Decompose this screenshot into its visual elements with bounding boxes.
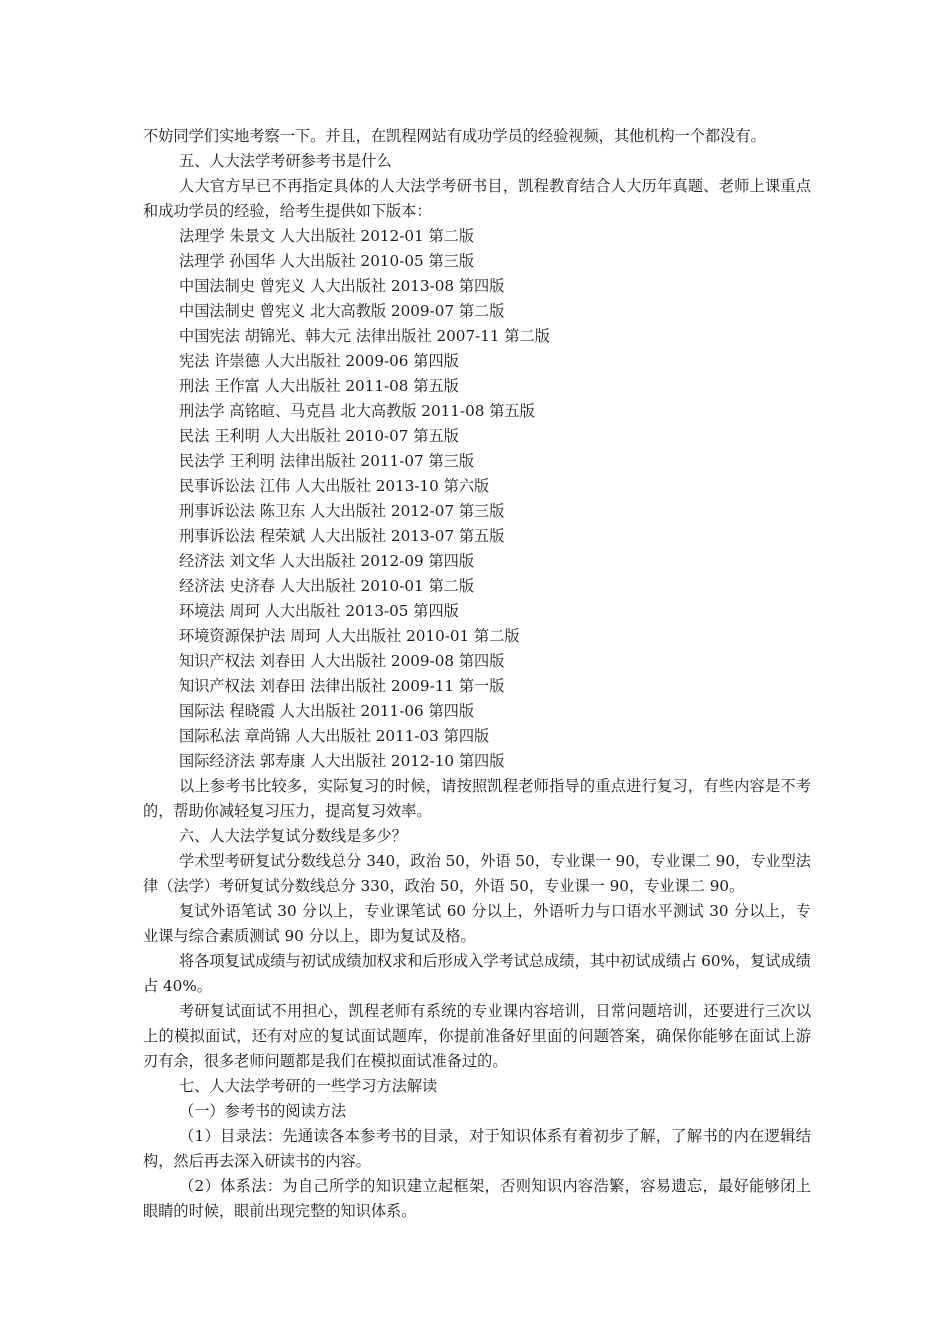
paragraph: 法理学 朱景文 人大出版社 2012-01 第二版 bbox=[179, 227, 475, 245]
paragraph: 学术型考研复试分数线总分 340，政治 50，外语 50，专业课一 90，专业课二 90，专业型法律（法学）考研复试分数线总分 330，政治 50，外语 50，专业课一 90，专业课二 90。 bbox=[143, 852, 811, 895]
paragraph: 知识产权法 刘春田 人大出版社 2009-08 第四版 bbox=[179, 652, 505, 670]
paragraph: 以上参考书比较多，实际复习的时候，请按照凯程老师指导的重点进行复习，有些内容是不考的，帮助你减轻复习压力，提高复习效率。 bbox=[143, 777, 811, 820]
paragraph: 民事诉讼法 江伟 人大出版社 2013-10 第六版 bbox=[179, 477, 490, 495]
paragraph: 国际经济法 郭寿康 人大出版社 2012-10 第四版 bbox=[179, 752, 505, 770]
paragraph: 知识产权法 刘春田 法律出版社 2009-11 第一版 bbox=[179, 677, 505, 695]
paragraph: 将各项复试成绩与初试成绩加权求和后形成入学考试总成绩，其中初试成绩占 60%，复试成绩占 40%。 bbox=[143, 952, 811, 995]
paragraph: 中国法制史 曾宪义 人大出版社 2013-08 第四版 bbox=[179, 277, 505, 295]
paragraph: 经济法 刘文华 人大出版社 2012-09 第四版 bbox=[179, 552, 475, 570]
paragraph: 国际私法 章尚锦 人大出版社 2011-03 第四版 bbox=[179, 727, 490, 745]
paragraph: 七、人大法学考研的一些学习方法解读 bbox=[179, 1077, 438, 1095]
paragraph: 环境法 周珂 人大出版社 2013-05 第四版 bbox=[179, 602, 459, 620]
document-page bbox=[143, 124, 811, 1224]
paragraph: 不妨同学们实地考察一下。并且，在凯程网站有成功学员的经验视频，其他机构一个都没有。 bbox=[143, 127, 766, 145]
paragraph: 刑事诉讼法 陈卫东 人大出版社 2012-07 第三版 bbox=[179, 502, 505, 520]
paragraph: 六、人大法学复试分数线是多少？ bbox=[179, 827, 407, 845]
paragraph: （2）体系法：为自己所学的知识建立起框架，否则知识内容浩繁，容易遗忘，最好能够闭上眼睛的时候，眼前出现完整的知识体系。 bbox=[143, 1177, 811, 1220]
paragraph: 中国法制史 曾宪义 北大高教版 2009-07 第二版 bbox=[179, 302, 505, 320]
paragraph: 考研复试面试不用担心，凯程老师有系统的专业课内容培训，日常问题培训，还要进行三次以上的模拟面试，还有对应的复试面试题库，你提前准备好里面的问题答案，确保你能够在面试上游刃有余，很多老师问题都是我们在模拟面试准备过的。 bbox=[143, 1002, 811, 1070]
paragraph: 刑法学 高铭暄、马克昌 北大高教版 2011-08 第五版 bbox=[179, 402, 535, 420]
paragraph: 法理学 孙国华 人大出版社 2010-05 第三版 bbox=[179, 252, 475, 270]
paragraph: 中国宪法 胡锦光、韩大元 法律出版社 2007-11 第二版 bbox=[179, 327, 550, 345]
paragraph: （一）参考书的阅读方法 bbox=[179, 1102, 347, 1120]
paragraph: 宪法 许崇德 人大出版社 2009-06 第四版 bbox=[179, 352, 459, 370]
paragraph: 复试外语笔试 30 分以上，专业课笔试 60 分以上，外语听力与口语水平测试 30 分以上，专业课与综合素质测试 90 分以上，即为复试及格。 bbox=[143, 902, 811, 945]
paragraph: 民法 王利明 人大出版社 2010-07 第五版 bbox=[179, 427, 459, 445]
paragraph: 刑法 王作富 人大出版社 2011-08 第五版 bbox=[179, 377, 459, 395]
paragraph: 环境资源保护法 周珂 人大出版社 2010-01 第二版 bbox=[179, 627, 520, 645]
paragraph: 国际法 程晓霞 人大出版社 2011-06 第四版 bbox=[179, 702, 475, 720]
paragraph: 民法学 王利明 法律出版社 2011-07 第三版 bbox=[179, 452, 475, 470]
paragraph: 刑事诉讼法 程荣斌 人大出版社 2013-07 第五版 bbox=[179, 527, 505, 545]
paragraph: 人大官方早已不再指定具体的人大法学考研书目，凯程教育结合人大历年真题、老师上课重点和成功学员的经验，给考生提供如下版本： bbox=[143, 177, 811, 220]
paragraph: 经济法 史济春 人大出版社 2010-01 第二版 bbox=[179, 577, 475, 595]
paragraph: （1）目录法：先通读各本参考书的目录，对于知识体系有着初步了解，了解书的内在逻辑结构，然后再去深入研读书的内容。 bbox=[143, 1127, 811, 1170]
paragraph: 五、人大法学考研参考书是什么 bbox=[179, 152, 392, 170]
